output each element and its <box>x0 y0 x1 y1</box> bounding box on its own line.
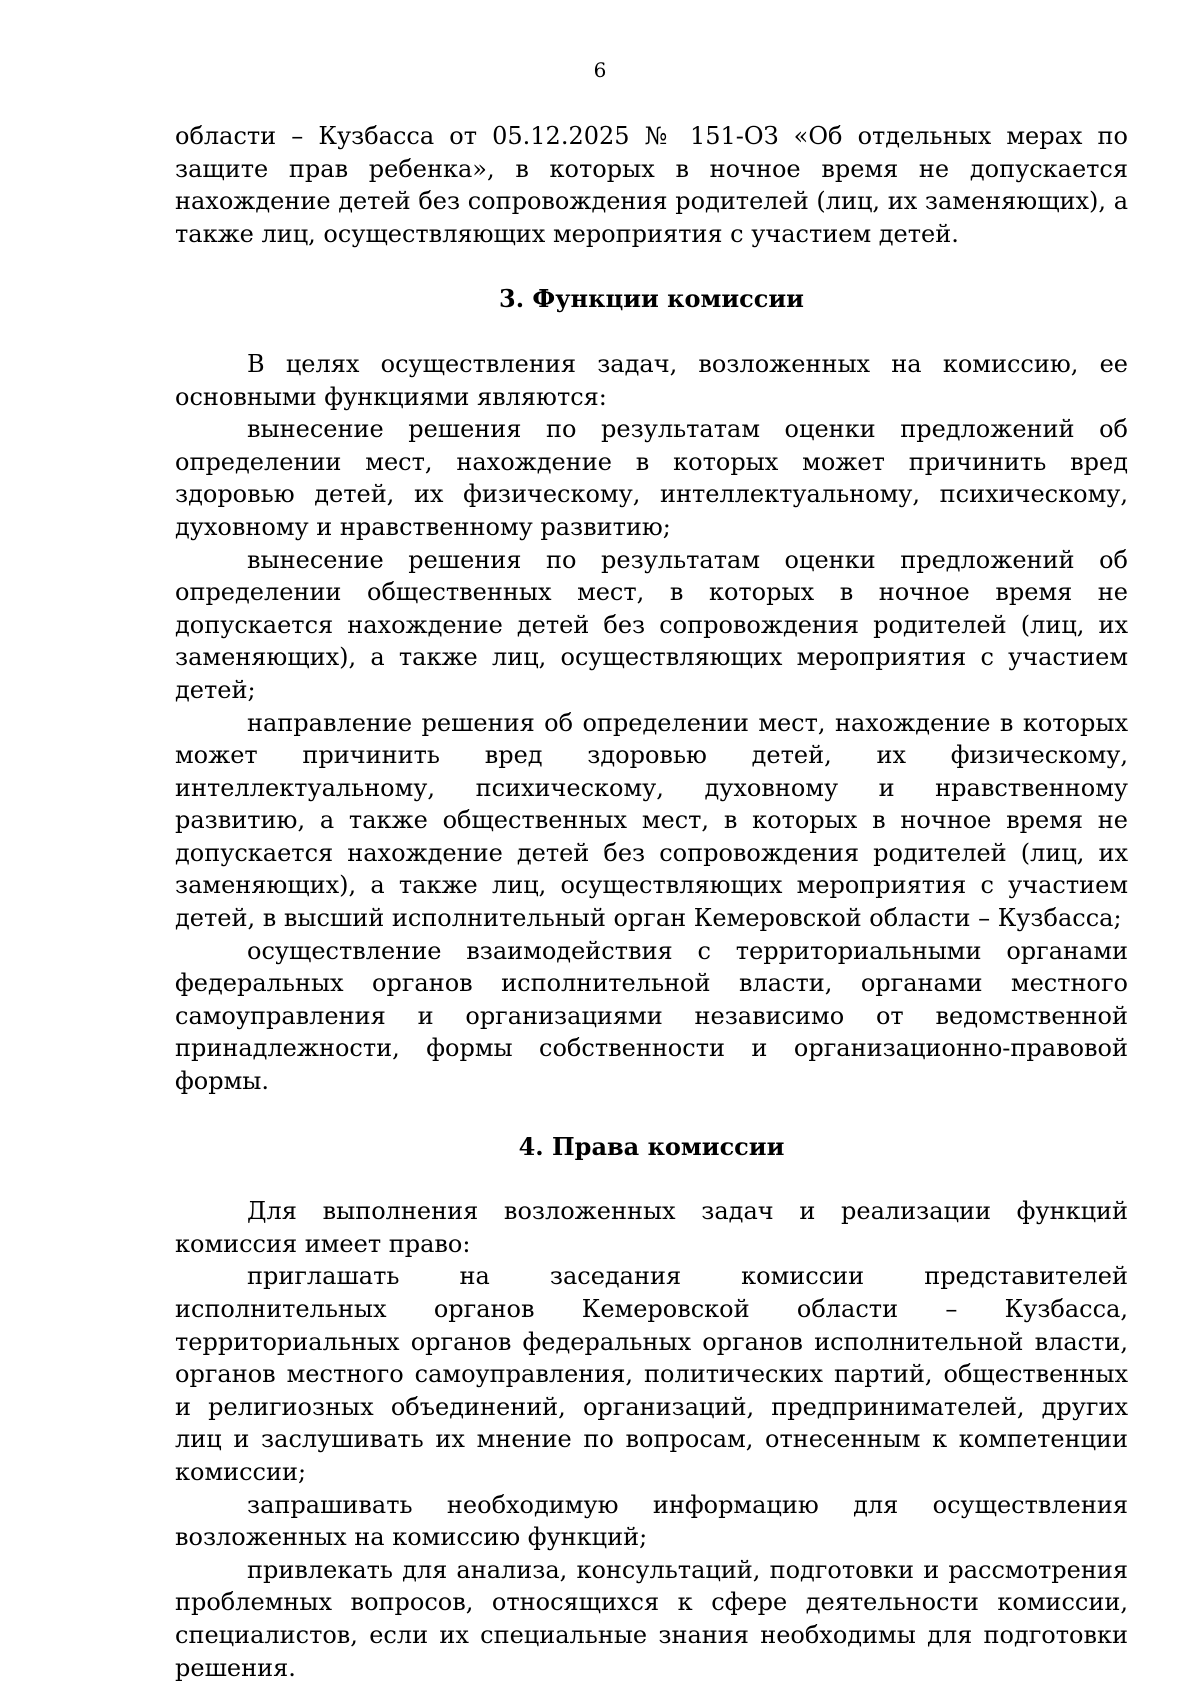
section-paragraph: вынесение решения по результатам оценки предложений об определении общественных мест, в которых в ночное время не допускается нахождение детей без сопровождения родителей (лиц, их заменяющих), а также лиц, осуществляющих мероприятия с участием детей; <box>175 545 1128 704</box>
document-body <box>175 120 1128 1684</box>
section-heading: 4. Права комиссии <box>518 1131 785 1161</box>
section-paragraph: направление решения об определении мест, нахождение в которых может причинить вред здоровью детей, их физическому, интеллектуальному, психическому, духовному и нравственному развитию, а также общественных мест, в которых в ночное время не допускается нахождение детей без сопровождения родителей (лиц, их заменяющих), а также лиц, осуществляющих мероприятия с участием детей, в высший исполнительный орган Кемеровской области – Кузбасса; <box>175 708 1128 933</box>
section-paragraph: осуществление взаимодействия с территориальными органами федеральных органов исполнительной власти, органами местного самоуправления и организациями независимо от ведомственной принадлежности, формы собственности и организационно-правовой формы. <box>175 936 1128 1096</box>
section-paragraph: приглашать на заседания комиссии представителей исполнительных органов Кемеровской области – Кузбасса, территориальных органов федеральных органов исполнительной власти, органов местного самоуправления, политических партий, общественных и религиозных объединений, организаций, предпринимателей, других лиц и заслушивать их мнение по вопросам, отнесенным к компетенции комиссии; <box>175 1262 1128 1486</box>
section-paragraph: В целях осуществления задач, возложенных на комиссию, ее основными функциями являются: <box>175 349 1128 411</box>
section-paragraph: вынесение решения по результатам оценки предложений об определении мест, нахождение в которых может причинить вред здоровью детей, их физическому, интеллектуальному, психическому, духовному и нравственному развитию; <box>175 415 1128 541</box>
section-paragraph: привлекать для анализа, консультаций, подготовки и рассмотрения проблемных вопросов, относящихся к сфере деятельности комиссии, специалистов, если их специальные знания необходимы для подготовки решения. <box>175 1555 1128 1682</box>
section-functions <box>175 283 1128 1097</box>
section-paragraph: запрашивать необходимую информацию для осуществления возложенных на комиссию функций; <box>175 1490 1128 1552</box>
section-paragraph: Для выполнения возложенных задач и реализации функций комиссия имеет право: <box>175 1197 1128 1258</box>
section-rights <box>175 1131 1128 1685</box>
lead-paragraph: области – Кузбасса от 05.12.2025 № 151-ОЗ «Об отдельных мерах по защите прав ребенка», в которых в ночное время не допускается нахождение детей без сопровождения родителей (лиц, их заменяющих), а также лиц, осуществляющих мероприятия с участием детей. <box>175 122 1128 248</box>
page-number: 6 <box>593 58 607 82</box>
section-heading: 3. Функции комиссии <box>499 284 804 314</box>
